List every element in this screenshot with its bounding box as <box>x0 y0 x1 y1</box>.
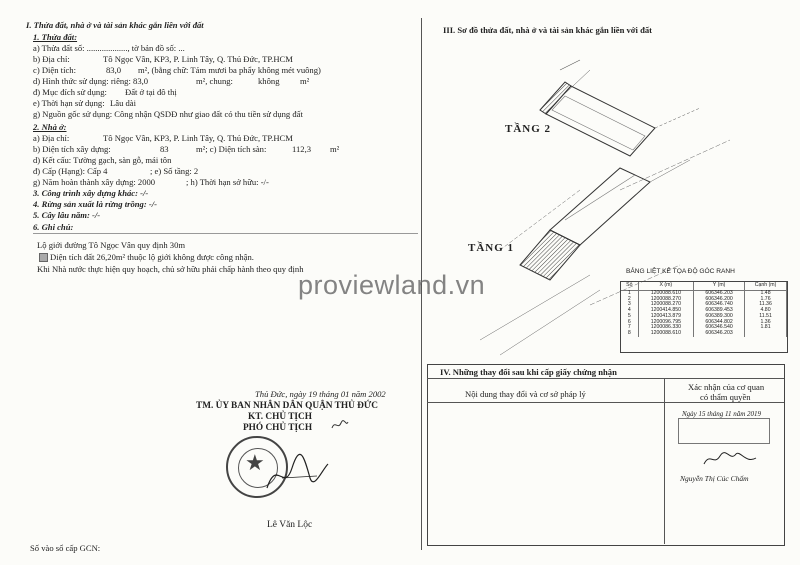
production-forest: 4. Rừng sản xuất là rừng trồng: -/- <box>33 199 157 209</box>
floor-2-label: TẦNG 2 <box>505 123 552 135</box>
floor-area-value: 112,3 <box>292 144 312 154</box>
floor-area-unit: m² <box>330 144 340 154</box>
table-cell: 3 <box>621 302 638 308</box>
area-in-words: m², (bằng chữ: Tám mươi ba phẩy không mét vuông) <box>138 65 321 75</box>
building-area-label: b) Diện tích xây dựng: <box>33 144 111 154</box>
usage-common-value: không <box>258 76 280 86</box>
issuing-authority: TM. ỦY BAN NHÂN DÂN QUẬN THỦ ĐỨC <box>196 401 378 411</box>
table-cell: 1200086.330 <box>638 325 694 331</box>
table-cell: 1200414.850 <box>638 308 694 314</box>
vice-chairman: PHÓ CHỦ TỊCH <box>243 423 313 433</box>
floor-1-label: TẦNG 1 <box>468 242 515 254</box>
usage-term-value: Lâu dài <box>110 98 137 108</box>
changes-header-divider <box>427 402 784 403</box>
table-cell: 7 <box>621 325 638 331</box>
table-cell: 1200088.610 <box>638 291 694 297</box>
land-plot-heading: 1. Thửa đất: <box>33 32 78 42</box>
house-heading: 2. Nhà ở: <box>33 122 67 132</box>
table-cell: 1200088.270 <box>638 302 694 308</box>
table-cell: 5 <box>621 314 638 320</box>
official-seal: ★ <box>226 436 288 498</box>
building-area-value: 83 <box>160 144 169 154</box>
table-cell: 8 <box>621 331 638 337</box>
house-address-value: Tô Ngọc Vân, KP3, P. Linh Tây, Q. Thủ Đức, TP.HCM <box>103 133 293 143</box>
table-cell: 606346.200 <box>694 297 745 303</box>
table-cell: 6 <box>621 320 638 326</box>
plot-number: a) Thửa đất số: ..................., tờ bản đồ số: ... <box>33 43 185 53</box>
floor-count: ; e) Số tầng: 2 <box>150 166 199 176</box>
ownership-term: ; h) Thời hạn sở hữu: -/- <box>186 177 269 187</box>
table-header: Y (m) <box>694 282 745 291</box>
table-cell: 606346.203 <box>694 291 745 297</box>
table-cell: 1200413.879 <box>638 314 694 320</box>
note-divider <box>33 233 418 234</box>
floor-area-label: m²; c) Diện tích sàn: <box>196 144 267 154</box>
section-3-title: III. Sơ đồ thửa đất, nhà ở và tài sản khác gắn liền với đất <box>443 25 653 35</box>
table-cell: 1.48 <box>745 291 787 297</box>
table-cell: 1.81 <box>745 325 787 331</box>
confirm-signature <box>700 448 760 470</box>
table-cell: 4.80 <box>745 308 787 314</box>
usage-origin: g) Nguồn gốc sử dụng: Công nhận QSDĐ như giao đất có thu tiền sử dụng đất <box>33 109 303 119</box>
table-cell: 606389.453 <box>694 308 745 314</box>
section-1-title: I. Thửa đất, nhà ở và tài sản khác gắn liền với đất <box>26 20 204 30</box>
table-cell: 606346.203 <box>694 331 745 337</box>
plot-address-value: Tô Ngọc Vân, KP3, P. Linh Tây, Q. Thủ Đức, TP.HCM <box>103 54 293 64</box>
house-grade: đ) Cấp (Hạng): Cấp 4 <box>33 166 108 176</box>
note-planning: Khi Nhà nước thực hiện quy hoạch, chủ sở hữu phải chấp hành theo quy định <box>37 264 304 274</box>
changes-col-confirm-1: Xác nhận của cơ quan <box>688 382 765 392</box>
table-row <box>621 331 787 337</box>
table-cell: 1.76 <box>745 297 787 303</box>
plot-address-label: b) Địa chỉ: <box>33 54 70 64</box>
on-behalf-chairman: KT. CHỦ TỊCH <box>248 412 312 422</box>
area-label: c) Diện tích: <box>33 65 76 75</box>
usage-form: d) Hình thức sử dụng: riêng: 83,0 <box>33 76 149 86</box>
changes-title-divider <box>427 378 784 379</box>
table-cell: 2 <box>621 297 638 303</box>
table-header: X (m) <box>638 282 694 291</box>
usage-common-unit: m² <box>300 76 310 86</box>
table-cell: 606344.802 <box>694 320 745 326</box>
perennial-trees: 5. Cây lâu năm: -/- <box>33 210 101 220</box>
table-cell: 1.36 <box>745 320 787 326</box>
hatch-legend-icon <box>39 253 48 262</box>
table-cell: 1200088.610 <box>638 331 694 337</box>
coordinate-table-title: BẢNG LIỆT KÊ TỌA ĐỘ GÓC RANH <box>626 268 735 275</box>
official-signature <box>262 448 332 498</box>
initial-signature <box>330 418 350 432</box>
section-4-title: IV. Những thay đổi sau khi cấp giấy chứng nhận <box>440 367 617 377</box>
table-cell: 1200088.270 <box>638 297 694 303</box>
other-construction: 3. Công trình xây dựng khác: -/- <box>33 188 149 198</box>
table-cell: 606389.300 <box>694 314 745 320</box>
table-header: Cạnh (m) <box>745 282 787 291</box>
usage-common-label: m², chung: <box>196 76 233 86</box>
changes-col-confirm-2: có thẩm quyền <box>700 392 751 402</box>
usage-purpose-value: Đất ở tại đô thị <box>125 87 177 97</box>
note-road-boundary: Lộ giới đường Tô Ngọc Vân quy định 30m <box>37 240 186 250</box>
table-cell: 606346.740 <box>694 302 745 308</box>
confirm-date: Ngày 15 tháng 11 năm 2019 <box>682 410 762 418</box>
coordinate-table <box>620 281 788 353</box>
house-address-label: a) Địa chỉ: <box>33 133 70 143</box>
note-area-excluded: Diện tích đất 26,20m² thuộc lộ giới không được công nhận. <box>50 252 254 262</box>
table-cell: 1200096.795 <box>638 320 694 326</box>
confirmation-stamp <box>678 418 770 444</box>
completion-year: g) Năm hoàn thành xây dựng: 2000 <box>33 177 156 187</box>
changes-col-content: Nội dung thay đổi và cơ sở pháp lý <box>465 389 586 399</box>
gcn-register-number: Số vào sổ cấp GCN: <box>30 543 101 553</box>
table-cell: 4 <box>621 308 638 314</box>
confirm-signer: Nguyễn Thị Cúc Chấm <box>680 474 749 483</box>
watermark: proviewland.vn <box>298 270 486 300</box>
table-cell: 606346.540 <box>694 325 745 331</box>
issue-date: Thủ Đức, ngày 19 tháng 01 năm 2002 <box>255 389 386 399</box>
structure: d) Kết cấu: Tường gạch, sàn gỗ, mái tôn <box>33 155 172 165</box>
table-cell: 11.51 <box>745 314 787 320</box>
table-cell: 1 <box>621 291 638 297</box>
area-value: 83,0 <box>106 65 122 75</box>
changes-column-divider <box>664 378 665 544</box>
table-cell <box>745 331 787 337</box>
signer-name: Lê Văn Lộc <box>267 520 313 530</box>
usage-term-label: e) Thời hạn sử dụng: <box>33 98 105 108</box>
usage-purpose-label: đ) Mục đích sử dụng: <box>33 87 107 97</box>
table-cell: 11.36 <box>745 302 787 308</box>
notes-heading: 6. Ghi chú: <box>33 222 74 232</box>
table-header: Số <box>621 282 638 291</box>
